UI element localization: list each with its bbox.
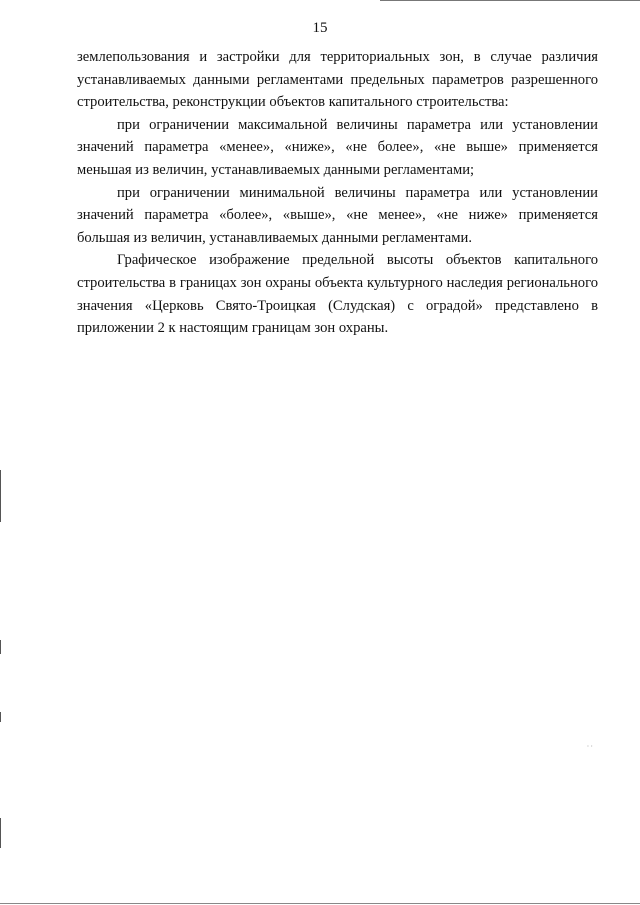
paragraph-min-limit: при ограничении минимальной величины параметра или установлении значений параметра «более», «выше», «не менее», «не ниже» применяется большая из величин, устанавливаемых данными регламентами. bbox=[77, 184, 598, 246]
scan-edge-bottom bbox=[0, 903, 640, 904]
paragraph-max-limit: при ограничении максимальной величины параметра или установлении значений параметра «менее», «ниже», «не более», «не выше» применяется меньшая из величин, устанавливаемых данными регламентами; bbox=[77, 116, 598, 178]
scan-edge-mark bbox=[0, 712, 1, 722]
page-number: 15 bbox=[312, 20, 328, 36]
paragraph-continuation: землепользования и застройки для территориальных зон, в случае различия устанавливаемых данными регламентами предельных параметров разрешенного строительства, реконструкции объектов капитального строительства: bbox=[77, 49, 598, 111]
scan-speck: ·· bbox=[586, 742, 594, 751]
scan-edge-top bbox=[380, 0, 640, 1]
scan-edge-mark bbox=[0, 640, 1, 654]
document-body bbox=[77, 46, 598, 340]
paragraph-graphic-reference: Графическое изображение предельной высоты объектов капитального строительства в границах зон охраны объекта культурного наследия регионального значения «Церковь Свято-Троицкая (Слудская) с оградой» представлено в приложении 2 к настоящим границам зон охраны. bbox=[77, 252, 598, 337]
scan-edge-mark bbox=[0, 470, 1, 522]
scan-edge-mark bbox=[0, 818, 1, 848]
